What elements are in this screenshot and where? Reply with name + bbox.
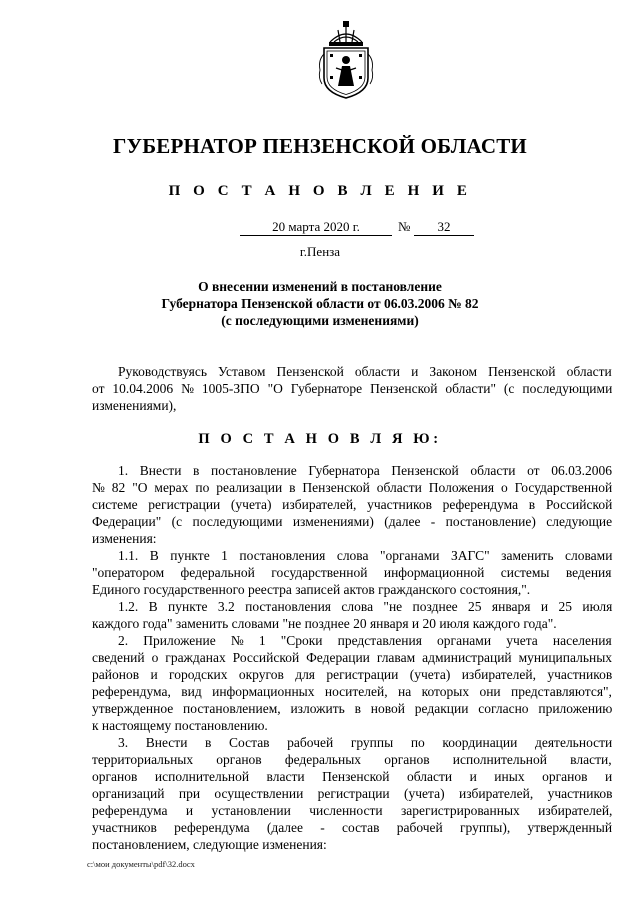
subject-line: О внесении изменений в постановление [198, 279, 442, 294]
subject-line: (с последующими изменениями) [221, 313, 419, 328]
body-line: системе регистрации (учета) избирателей, участников референдума в Российской [92, 497, 613, 512]
body-line: организаций при осуществлении регистрации (учета) избирателей, участников [92, 786, 613, 801]
body-line: органов исполнительной власти Пензенской области и иных органов и [92, 769, 613, 784]
issue-city: г.Пенза [299, 244, 341, 259]
preamble-line: от 10.04.2006 № 1005-ЗПО "О Губернаторе Пензенской области" (с последующими [92, 381, 613, 396]
body-line: к настоящему постановлению. [92, 718, 268, 733]
document-subject [0, 278, 640, 329]
date-number-line [0, 218, 640, 236]
document-type: П О С Т А Н О В Л Е Н И Е [168, 183, 472, 199]
preamble-line: Руководствуясь Уставом Пензенской области и Законом Пензенской области [118, 364, 612, 379]
body-line: "оператором федеральной государственной информационной системы ведения [92, 565, 612, 580]
body-line: участников референдума (далее - состав рабочей группы), утвержденный [92, 820, 613, 835]
body-line: 1.1. В пункте 1 постановления слова "органами ЗАГС" заменить словами [118, 548, 613, 563]
body-line: Федерации" (с последующими изменениями) (далее - постановление) следующие [92, 514, 613, 529]
body-line: сведений о гражданах Российской Федерации главам администраций муниципальных [92, 650, 613, 665]
file-path-footer: c:\мои документы\pdf\32.docx [87, 859, 195, 869]
document-number: 32 [414, 218, 474, 236]
coat-of-arms-emblem [316, 20, 376, 100]
resolve-heading: П О С Т А Н О В Л Я Ю: [198, 431, 442, 447]
body-line: районов и городских округов для регистрации (учета) избирателей, участников [92, 667, 613, 682]
body-line: № 82 "О мерах по реализации в Пензенской области Положения о Государственной [92, 480, 613, 495]
subject-line: Губернатора Пензенской области от 06.03.2006 № 82 [161, 296, 479, 311]
body-line: референдума, вид информационных носителей, на которых они представляются", [92, 684, 612, 699]
body-line: постановлением, следующие изменения: [92, 837, 327, 852]
preamble-line: изменениями), [92, 398, 177, 413]
body-line: Единого государственного реестра записей актов гражданского состояния,". [92, 582, 531, 597]
issuer-title: ГУБЕРНАТОР ПЕНЗЕНСКОЙ ОБЛАСТИ [113, 134, 527, 158]
number-sign: № [398, 219, 411, 234]
body-line: каждого года" заменить словами "не позднее 20 января и 20 июля каждого года". [92, 616, 557, 631]
body-line: территориальных органов федеральных органов исполнительной власти, [92, 752, 612, 767]
body-line: 3. Внести в Состав рабочей группы по координации деятельности [118, 735, 613, 750]
document-date: 20 марта 2020 г. [240, 218, 392, 236]
body-line: 1. Внести в постановление Губернатора Пензенской области от 06.03.2006 [118, 463, 612, 478]
body-line: утвержденное постановлением, изложить в новой редакции согласно приложению [92, 701, 613, 716]
body-line: референдума и установлении численности зарегистрированных избирателей, [92, 803, 613, 818]
body-line: 2. Приложение № 1 "Сроки представления органами учета населения [118, 633, 612, 648]
body-line: изменения: [92, 531, 157, 546]
body-line: 1.2. В пункте 3.2 постановления слова "не позднее 25 января и 25 июля [118, 599, 613, 614]
